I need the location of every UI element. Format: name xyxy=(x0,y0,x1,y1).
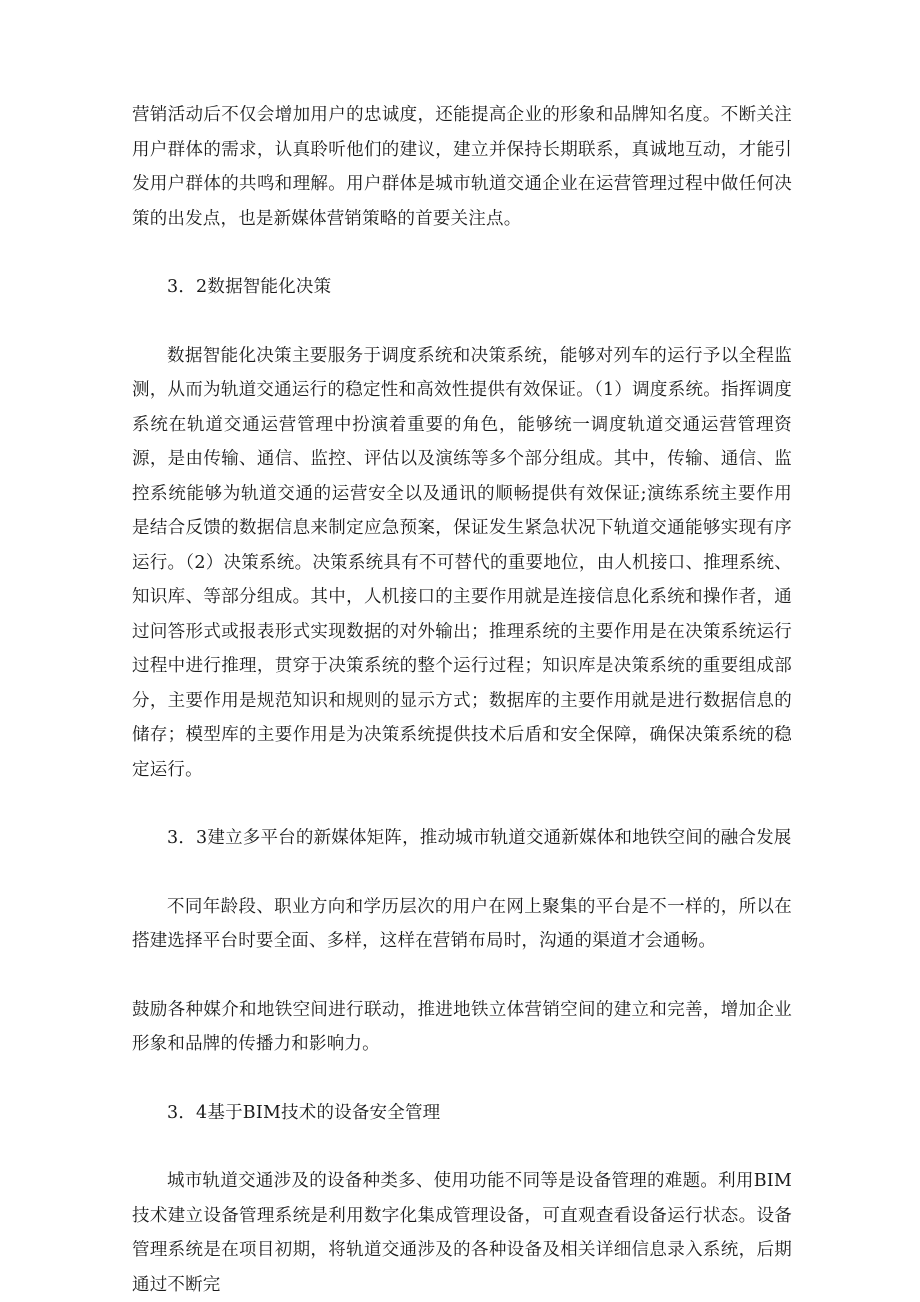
section-heading-3-3: 3．3建立多平台的新媒体矩阵，推动城市轨道交通新媒体和地铁空间的融合发展 xyxy=(167,828,792,848)
section-heading-3-2: 3．2数据智能化决策 xyxy=(167,277,332,297)
paragraph-gap xyxy=(132,787,792,821)
paragraph-user-loyalty: 营销活动后不仅会增加用户的忠诚度，还能提高企业的形象和品牌知名度。不断关注用户群体的需求，认真聆听他们的建议，建立并保持长期联系，真诚地互动，才能引发用户群体的共鸣和理解。用户群体是城市轨道交通企业在运营管理过程中做任何决策的出发点，也是新媒体营销策略的首要关注点。 xyxy=(132,105,792,229)
paragraph-gap xyxy=(132,959,792,993)
document-body xyxy=(132,98,792,1302)
paragraph-gap xyxy=(132,1130,792,1164)
paragraph-gap xyxy=(132,856,792,890)
paragraph-bim-equipment: 城市轨道交通涉及的设备种类多、使用功能不同等是设备管理的难题。利用BIM技术建立设备管理系统是利用数字化集成管理设备，可直观查看设备运行状态。设备管理系统是在项目初期，将轨道交通涉及的各种设备及相关详细信息录入系统，后期通过不断完 xyxy=(132,1171,792,1295)
paragraph-gap xyxy=(132,305,792,339)
paragraph-intelligent-decision: 数据智能化决策主要服务于调度系统和决策系统，能够对列车的运行予以全程监测，从而为轨道交通运行的稳定性和高效性提供有效保证。（1）调度系统。指挥调度系统在轨道交通运营管理中扮演着重要的角色，能够统一调度轨道交通运营管理资源，是由传输、通信、监控、评估以及演练等多个部分组成。其中，传输、通信、监控系统能够为轨道交通的运营安全以及通讯的顺畅提供有效保证;演练系统主要作用是结合反馈的数据信息来制定应急预案，保证发生紧急状况下轨道交通能够实现有序运行。（2）决策系统。决策系统具有不可替代的重要地位，由人机接口、推理系统、知识库、等部分组成。其中，人机接口的主要作用就是连接信息化系统和操作者，通过问答形式或报表形式实现数据的对外输出；推理系统的主要作用是在决策系统运行过程中进行推理，贯穿于决策系统的整个运行过程；知识库是决策系统的重要组成部分，主要作用是规范知识和规则的显示方式；数据库的主要作用就是进行数据信息的储存；模型库的主要作用是为决策系统提供技术后盾和安全保障，确保决策系统的稳定运行。 xyxy=(132,345,792,780)
paragraph-gap xyxy=(132,236,792,270)
paragraph-platform-selection: 不同年龄段、职业方向和学历层次的用户在网上聚集的平台是不一样的，所以在搭建选择平台时要全面、多样，这样在营销布局时，沟通的渠道才会通畅。 xyxy=(132,896,792,951)
paragraph-media-linkage: 鼓励各种媒介和地铁空间进行联动，推进地铁立体营销空间的建立和完善，增加企业形象和品牌的传播力和影响力。 xyxy=(132,999,792,1054)
section-heading-3-4: 3．4基于BIM技术的设备安全管理 xyxy=(167,1102,441,1123)
paragraph-gap xyxy=(132,1062,792,1096)
